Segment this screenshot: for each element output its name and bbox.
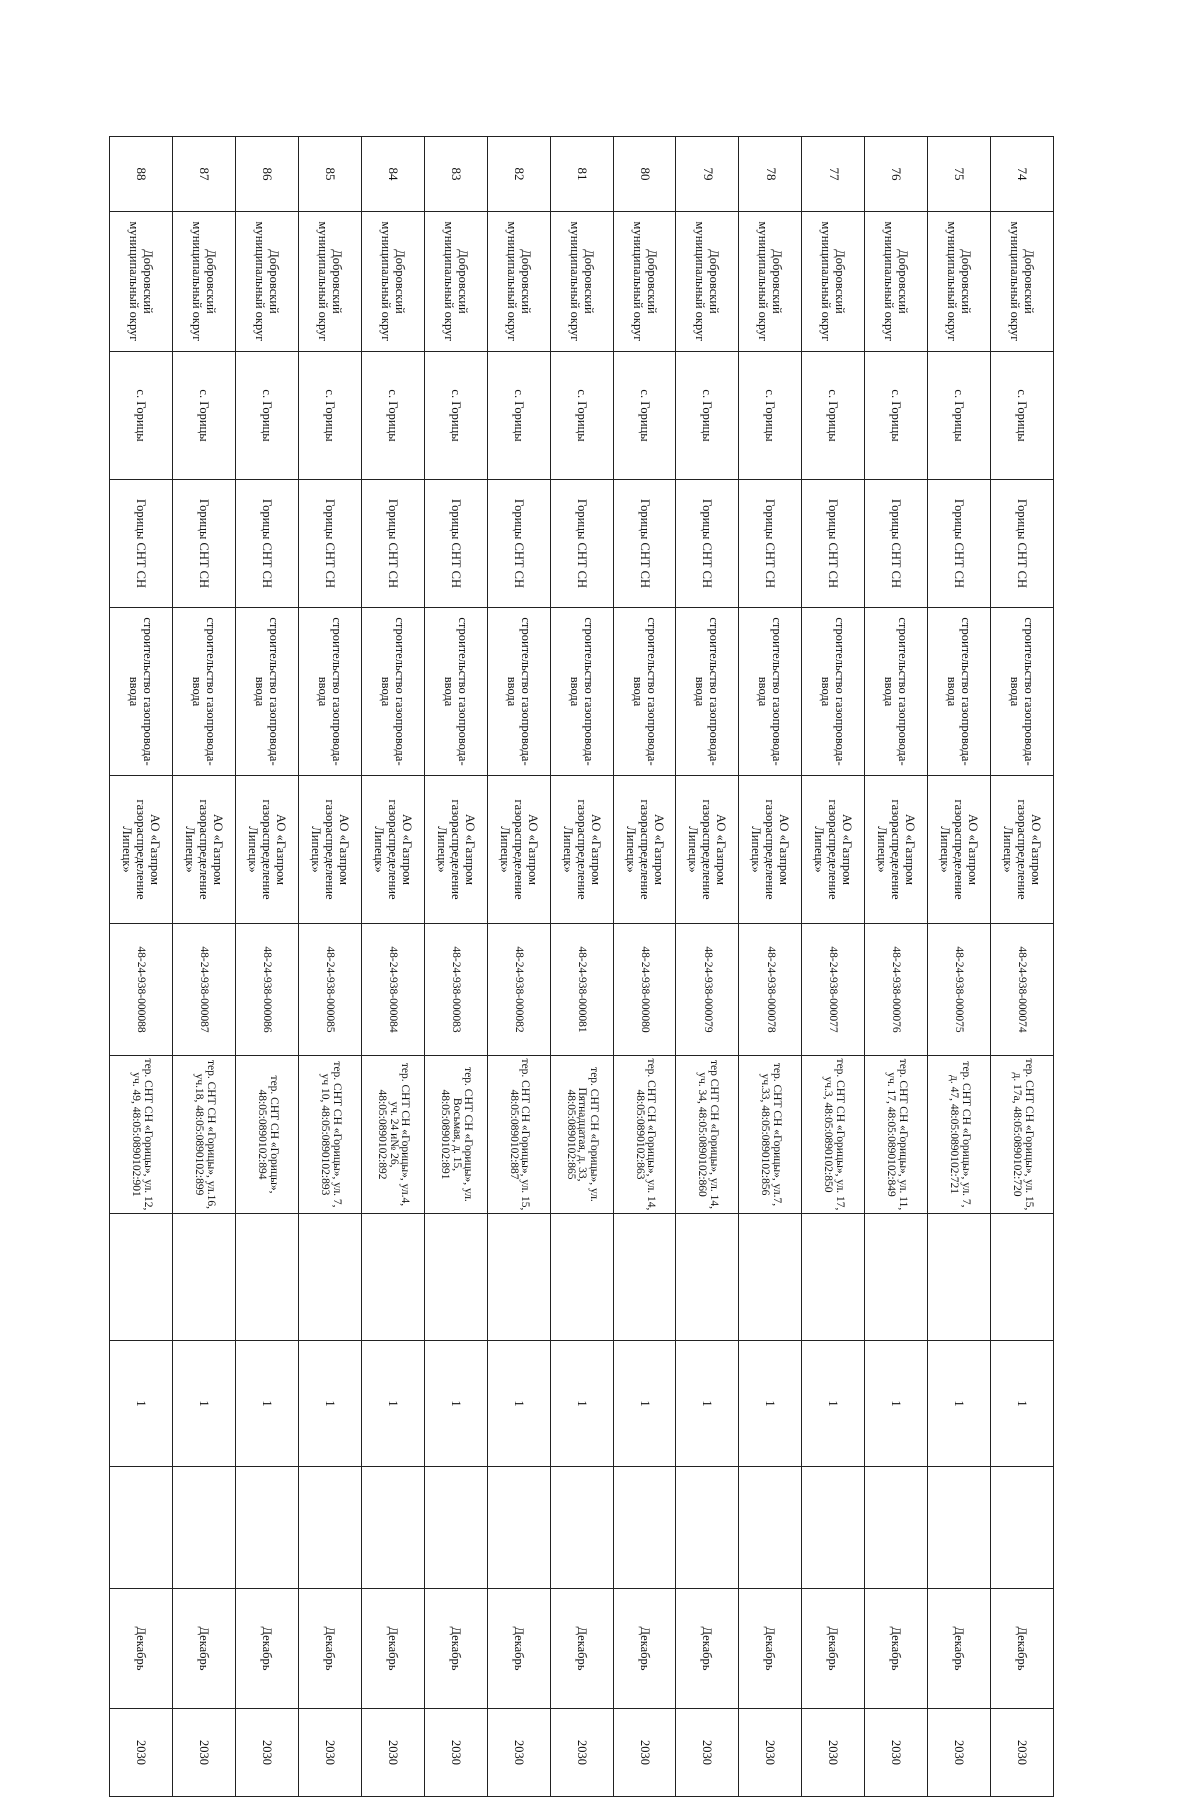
table-row: [676, 137, 739, 1797]
cell-note: [487, 1467, 550, 1589]
cell-district: Добровский муниципальный округ: [613, 212, 676, 352]
cell-month: Декабрь: [928, 1589, 991, 1709]
cell-village: с. Горицы: [676, 352, 739, 480]
cell-empty: [110, 1214, 173, 1341]
cell-address: тер. СНТ СН «Горицы», ул.7, уч.33, 48:05:0890102:856: [739, 1056, 802, 1214]
gas-connection-table: [109, 136, 1054, 1797]
cell-month: Декабрь: [236, 1589, 299, 1709]
cell-month: Декабрь: [424, 1589, 487, 1709]
cell-object: Горицы СНТ СН: [110, 480, 173, 608]
cell-code: 48-24-938-000081: [550, 924, 613, 1056]
cell-quantity: 1: [487, 1341, 550, 1467]
cell-village: с. Горицы: [928, 352, 991, 480]
cell-year: 2030: [110, 1709, 173, 1797]
cell-address: тер. СНТ СН «Горицы», ул. Восьмая, д. 15, 48:05:0890102:891: [424, 1056, 487, 1214]
cell-note: [236, 1467, 299, 1589]
table-row: [613, 137, 676, 1797]
cell-year: 2030: [739, 1709, 802, 1797]
cell-village: с. Горицы: [865, 352, 928, 480]
cell-work-type: строительство газопровода-ввода: [739, 608, 802, 776]
cell-district: Добровский муниципальный округ: [676, 212, 739, 352]
cell-note: [739, 1467, 802, 1589]
cell-object: Горицы СНТ СН: [928, 480, 991, 608]
table-row: [550, 137, 613, 1797]
cell-village: с. Горицы: [991, 352, 1054, 480]
cell-district: Добровский муниципальный округ: [173, 212, 236, 352]
cell-empty: [487, 1214, 550, 1341]
cell-work-type: строительство газопровода-ввода: [676, 608, 739, 776]
cell-empty: [802, 1214, 865, 1341]
cell-quantity: 1: [865, 1341, 928, 1467]
cell-month: Декабрь: [865, 1589, 928, 1709]
cell-year: 2030: [361, 1709, 424, 1797]
cell-work-type: строительство газопровода-ввода: [550, 608, 613, 776]
table-row: [991, 137, 1054, 1797]
cell-work-type: строительство газопровода-ввода: [236, 608, 299, 776]
cell-year: 2030: [613, 1709, 676, 1797]
cell-year: 2030: [928, 1709, 991, 1797]
cell-empty: [676, 1214, 739, 1341]
cell-quantity: 1: [173, 1341, 236, 1467]
cell-address: тер. СНТ СН «Горицы», ул.4, уч. 24 и№ 26, 48:05:0890102:892: [361, 1056, 424, 1214]
cell-object: Горицы СНТ СН: [298, 480, 361, 608]
cell-number: 78: [739, 137, 802, 212]
cell-number: 74: [991, 137, 1054, 212]
cell-number: 79: [676, 137, 739, 212]
cell-organization: АО «Газпром газораспределение Липецк»: [173, 776, 236, 924]
cell-month: Декабрь: [110, 1589, 173, 1709]
cell-note: [550, 1467, 613, 1589]
cell-year: 2030: [236, 1709, 299, 1797]
table-body: [110, 137, 1054, 1797]
cell-note: [361, 1467, 424, 1589]
cell-address: тер СНТ СН «Горицы», ул. 14, уч. 34, 48:05:0890102:860: [676, 1056, 739, 1214]
cell-organization: АО «Газпром газораспределение Липецк»: [991, 776, 1054, 924]
cell-empty: [613, 1214, 676, 1341]
cell-year: 2030: [865, 1709, 928, 1797]
cell-village: с. Горицы: [361, 352, 424, 480]
cell-object: Горицы СНТ СН: [676, 480, 739, 608]
cell-address: тер. СНТ СН «Горицы», ул.16, уч.18, 48:05:0890102:899: [173, 1056, 236, 1214]
cell-code: 48-24-938-000085: [298, 924, 361, 1056]
cell-address: тер. СНТ СН «Горицы», ул. 14, 48:05:0890102:863: [613, 1056, 676, 1214]
cell-number: 88: [110, 137, 173, 212]
cell-note: [676, 1467, 739, 1589]
cell-year: 2030: [550, 1709, 613, 1797]
cell-month: Декабрь: [173, 1589, 236, 1709]
table-row: [739, 137, 802, 1797]
cell-empty: [928, 1214, 991, 1341]
cell-month: Декабрь: [991, 1589, 1054, 1709]
cell-number: 83: [424, 137, 487, 212]
cell-year: 2030: [173, 1709, 236, 1797]
cell-number: 81: [550, 137, 613, 212]
table-row: [865, 137, 928, 1797]
cell-district: Добровский муниципальный округ: [802, 212, 865, 352]
cell-code: 48-24-938-000074: [991, 924, 1054, 1056]
cell-work-type: строительство газопровода-ввода: [991, 608, 1054, 776]
cell-work-type: строительство газопровода-ввода: [802, 608, 865, 776]
cell-organization: АО «Газпром газораспределение Липецк»: [361, 776, 424, 924]
cell-village: с. Горицы: [739, 352, 802, 480]
cell-year: 2030: [487, 1709, 550, 1797]
cell-object: Горицы СНТ СН: [865, 480, 928, 608]
cell-code: 48-24-938-000083: [424, 924, 487, 1056]
cell-empty: [550, 1214, 613, 1341]
cell-number: 80: [613, 137, 676, 212]
cell-village: с. Горицы: [802, 352, 865, 480]
cell-organization: АО «Газпром газораспределение Липецк»: [676, 776, 739, 924]
cell-quantity: 1: [236, 1341, 299, 1467]
cell-work-type: строительство газопровода-ввода: [298, 608, 361, 776]
cell-object: Горицы СНТ СН: [991, 480, 1054, 608]
cell-work-type: строительство газопровода-ввода: [487, 608, 550, 776]
cell-address: тер. СНТ СН «Горицы», ул. 12, уч. 49, 48:05:0890102:901: [110, 1056, 173, 1214]
cell-note: [865, 1467, 928, 1589]
cell-month: Декабрь: [487, 1589, 550, 1709]
cell-number: 86: [236, 137, 299, 212]
cell-district: Добровский муниципальный округ: [236, 212, 299, 352]
cell-number: 77: [802, 137, 865, 212]
cell-year: 2030: [991, 1709, 1054, 1797]
rotated-page: [109, 136, 1054, 1765]
cell-note: [298, 1467, 361, 1589]
cell-district: Добровский муниципальный округ: [424, 212, 487, 352]
cell-month: Декабрь: [298, 1589, 361, 1709]
cell-work-type: строительство газопровода-ввода: [173, 608, 236, 776]
table-row: [361, 137, 424, 1797]
cell-district: Добровский муниципальный округ: [739, 212, 802, 352]
cell-number: 75: [928, 137, 991, 212]
cell-number: 85: [298, 137, 361, 212]
cell-village: с. Горицы: [110, 352, 173, 480]
cell-note: [991, 1467, 1054, 1589]
cell-object: Горицы СНТ СН: [361, 480, 424, 608]
cell-object: Горицы СНТ СН: [236, 480, 299, 608]
cell-village: с. Горицы: [487, 352, 550, 480]
cell-code: 48-24-938-000086: [236, 924, 299, 1056]
cell-empty: [236, 1214, 299, 1341]
cell-object: Горицы СНТ СН: [739, 480, 802, 608]
cell-organization: АО «Газпром газораспределение Липецк»: [110, 776, 173, 924]
cell-year: 2030: [676, 1709, 739, 1797]
table-row: [487, 137, 550, 1797]
cell-code: 48-24-938-000078: [739, 924, 802, 1056]
cell-quantity: 1: [550, 1341, 613, 1467]
cell-district: Добровский муниципальный округ: [298, 212, 361, 352]
cell-village: с. Горицы: [424, 352, 487, 480]
cell-number: 82: [487, 137, 550, 212]
cell-organization: АО «Газпром газораспределение Липецк»: [424, 776, 487, 924]
cell-district: Добровский муниципальный округ: [865, 212, 928, 352]
cell-note: [802, 1467, 865, 1589]
cell-organization: АО «Газпром газораспределение Липецк»: [613, 776, 676, 924]
cell-empty: [298, 1214, 361, 1341]
cell-object: Горицы СНТ СН: [613, 480, 676, 608]
cell-district: Добровский муниципальный округ: [550, 212, 613, 352]
cell-empty: [865, 1214, 928, 1341]
table-row: [173, 137, 236, 1797]
cell-object: Горицы СНТ СН: [487, 480, 550, 608]
table-row: [110, 137, 173, 1797]
cell-organization: АО «Газпром газораспределение Липецк»: [487, 776, 550, 924]
cell-code: 48-24-938-000087: [173, 924, 236, 1056]
cell-number: 87: [173, 137, 236, 212]
cell-organization: АО «Газпром газораспределение Липецк»: [802, 776, 865, 924]
cell-quantity: 1: [424, 1341, 487, 1467]
table-row: [802, 137, 865, 1797]
cell-organization: АО «Газпром газораспределение Липецк»: [298, 776, 361, 924]
cell-empty: [361, 1214, 424, 1341]
cell-empty: [991, 1214, 1054, 1341]
cell-object: Горицы СНТ СН: [173, 480, 236, 608]
cell-year: 2030: [802, 1709, 865, 1797]
cell-village: с. Горицы: [236, 352, 299, 480]
cell-work-type: строительство газопровода-ввода: [361, 608, 424, 776]
cell-code: 48-24-938-000084: [361, 924, 424, 1056]
cell-month: Декабрь: [613, 1589, 676, 1709]
cell-year: 2030: [424, 1709, 487, 1797]
cell-quantity: 1: [613, 1341, 676, 1467]
cell-village: с. Горицы: [550, 352, 613, 480]
cell-quantity: 1: [298, 1341, 361, 1467]
cell-organization: АО «Газпром газораспределение Липецк»: [236, 776, 299, 924]
cell-district: Добровский муниципальный округ: [991, 212, 1054, 352]
cell-month: Декабрь: [550, 1589, 613, 1709]
table-row: [424, 137, 487, 1797]
cell-note: [110, 1467, 173, 1589]
cell-code: 48-24-938-000076: [865, 924, 928, 1056]
cell-district: Добровский муниципальный округ: [110, 212, 173, 352]
table-row: [928, 137, 991, 1797]
cell-code: 48-24-938-000088: [110, 924, 173, 1056]
cell-organization: АО «Газпром газораспределение Липецк»: [550, 776, 613, 924]
cell-year: 2030: [298, 1709, 361, 1797]
cell-address: тер. СНТ СН «Горицы», ул. 15, д. 17а, 48:05:0890102:720: [991, 1056, 1054, 1214]
cell-object: Горицы СНТ СН: [424, 480, 487, 608]
cell-address: тер. СНТ СН «Горицы», 48:05:0890102:894: [236, 1056, 299, 1214]
cell-empty: [424, 1214, 487, 1341]
cell-code: 48-24-938-000077: [802, 924, 865, 1056]
cell-address: тер. СНТ СН «Горицы», ул. 15, 48:05:0890102:887: [487, 1056, 550, 1214]
cell-village: с. Горицы: [173, 352, 236, 480]
table-row: [298, 137, 361, 1797]
cell-number: 84: [361, 137, 424, 212]
cell-address: тер. СНТ СН «Горицы», ул. 17, уч.3, 48:05:0890102:850: [802, 1056, 865, 1214]
cell-month: Декабрь: [802, 1589, 865, 1709]
cell-work-type: строительство газопровода-ввода: [613, 608, 676, 776]
cell-quantity: 1: [361, 1341, 424, 1467]
cell-organization: АО «Газпром газораспределение Липецк»: [865, 776, 928, 924]
cell-note: [424, 1467, 487, 1589]
cell-address: тер. СНТ СН «Горицы», ул. 7, уч 10, 48:05:0890102:893: [298, 1056, 361, 1214]
cell-work-type: строительство газопровода-ввода: [424, 608, 487, 776]
cell-code: 48-24-938-000079: [676, 924, 739, 1056]
cell-note: [928, 1467, 991, 1589]
cell-quantity: 1: [928, 1341, 991, 1467]
cell-work-type: строительство газопровода-ввода: [110, 608, 173, 776]
cell-village: с. Горицы: [298, 352, 361, 480]
cell-address: тер. СНТ СН «Горицы», ул. 11, уч. 17, 48:05:0890102:849: [865, 1056, 928, 1214]
cell-note: [613, 1467, 676, 1589]
cell-code: 48-24-938-000075: [928, 924, 991, 1056]
cell-month: Декабрь: [361, 1589, 424, 1709]
cell-code: 48-24-938-000082: [487, 924, 550, 1056]
cell-address: тер. СНТ СН «Горицы», ул. Пятнадцатая, д. 33, 48:05:0890102:865: [550, 1056, 613, 1214]
cell-object: Горицы СНТ СН: [802, 480, 865, 608]
cell-quantity: 1: [739, 1341, 802, 1467]
cell-empty: [739, 1214, 802, 1341]
cell-month: Декабрь: [676, 1589, 739, 1709]
cell-quantity: 1: [110, 1341, 173, 1467]
cell-district: Добровский муниципальный округ: [487, 212, 550, 352]
cell-object: Горицы СНТ СН: [550, 480, 613, 608]
cell-district: Добровский муниципальный округ: [928, 212, 991, 352]
cell-work-type: строительство газопровода-ввода: [928, 608, 991, 776]
cell-quantity: 1: [802, 1341, 865, 1467]
cell-village: с. Горицы: [613, 352, 676, 480]
cell-month: Декабрь: [739, 1589, 802, 1709]
cell-code: 48-24-938-000080: [613, 924, 676, 1056]
cell-address: тер. СНТ СН «Горицы», ул. 7, д. 47, 48:05:0890102:721: [928, 1056, 991, 1214]
cell-quantity: 1: [676, 1341, 739, 1467]
cell-work-type: строительство газопровода-ввода: [865, 608, 928, 776]
cell-organization: АО «Газпром газораспределение Липецк»: [739, 776, 802, 924]
cell-number: 76: [865, 137, 928, 212]
cell-quantity: 1: [991, 1341, 1054, 1467]
cell-note: [173, 1467, 236, 1589]
cell-empty: [173, 1214, 236, 1341]
cell-organization: АО «Газпром газораспределение Липецк»: [928, 776, 991, 924]
table-row: [236, 137, 299, 1797]
cell-district: Добровский муниципальный округ: [361, 212, 424, 352]
